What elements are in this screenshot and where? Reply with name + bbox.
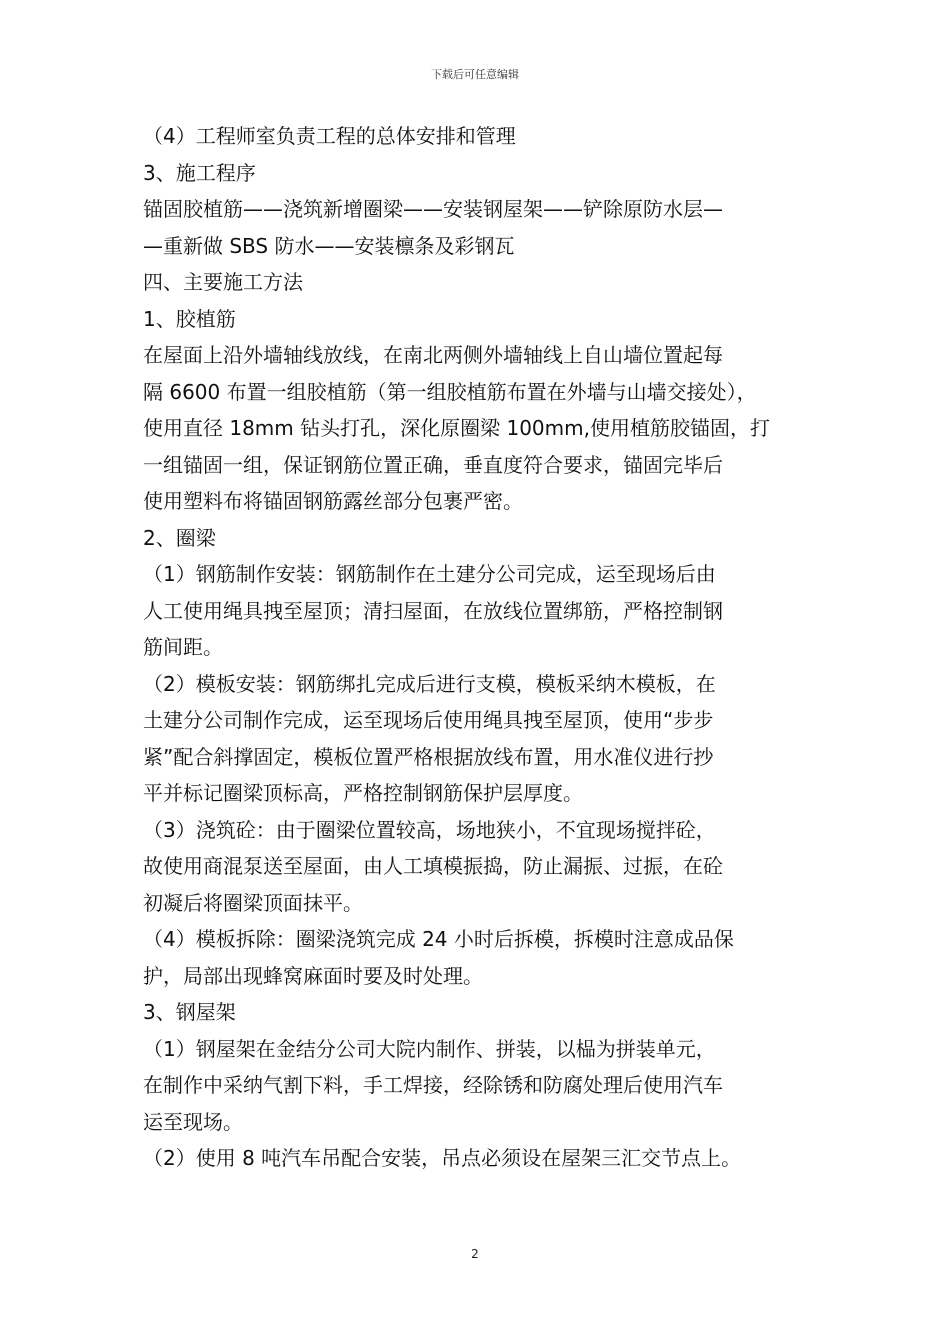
text-line: 初凝后将圈梁顶面抹平。 — [143, 890, 363, 915]
text-line: 隔 6600 布置一组胶植筋（第一组胶植筋布置在外墙与山墙交接处）， — [143, 379, 757, 404]
section-heading: 四、主要施工方法 — [143, 270, 303, 294]
text-line: 人工使用绳具拽至屋顶；清扫屋面，在放线位置绑筋，严格控制钢 — [143, 598, 723, 623]
text-line: 一组锚固一组，保证钢筋位置正确，垂直度符合要求，锚固完毕后 — [143, 452, 723, 477]
text-line: 平并标记圈梁顶标高，严格控制钢筋保护层厚度。 — [143, 781, 583, 805]
section-heading: 1、胶植筋 — [143, 306, 236, 331]
text-line: 使用直径 18mm 钻头打孔，深化原圈梁 100mm,使用植筋胶锚固，打 — [143, 416, 770, 440]
document-body — [143, 118, 823, 1177]
section-heading: 3、钢屋架 — [143, 1000, 236, 1024]
section-heading: 2、圈梁 — [143, 525, 216, 550]
text-line: （2）使用 8 吨汽车吊配合安装，吊点必须设在屋架三汇交节点上。 — [143, 1146, 742, 1170]
text-line: （4）模板拆除：圈梁浇筑完成 24 小时后拆模，拆模时注意成品保 — [143, 927, 734, 951]
text-line: （2）模板安装：钢筋绑扎完成后进行支模，模板采纳木模板，在 — [143, 671, 716, 696]
text-line: 土建分公司制作完成，运至现场后使用绳具拽至屋顶，使用“步步 — [143, 708, 714, 732]
text-line: （3）浇筑砼：由于圈梁位置较高，场地狭小，不宜现场搅拌砼， — [143, 817, 716, 842]
text-line: （1）钢筋制作安装：钢筋制作在土建分公司完成，运至现场后由 — [143, 562, 716, 586]
text-line: （1）钢屋架在金结分公司大院内制作、拼装，以榀为拼装单元， — [143, 1036, 716, 1061]
text-line: 使用塑料布将锚固钢筋露丝部分包裹严密。 — [143, 489, 523, 513]
text-line: （4）工程师室负责工程的总体安排和管理 — [143, 124, 516, 148]
text-line: 在屋面上沿外墙轴线放线，在南北两侧外墙轴线上自山墙位置起每 — [143, 343, 723, 367]
page-number: 2 — [471, 1247, 479, 1261]
text-line: 紧”配合斜撑固定，模板位置严格根据放线布置，用水准仪进行抄 — [143, 744, 714, 769]
page-header: 下载后可任意编辑 — [431, 68, 519, 81]
text-line: 故使用商混泵送至屋面，由人工填模振捣，防止漏振、过振，在砼 — [143, 854, 723, 878]
text-line: —重新做 SBS 防水——安装檩条及彩钢瓦 — [143, 233, 515, 258]
text-line: 运至现场。 — [143, 1109, 243, 1134]
text-line: 锚固胶植筋——浇筑新增圈梁——安装钢屋架——铲除原防水层— — [143, 197, 723, 221]
text-line: 护，局部出现蜂窝麻面时要及时处理。 — [143, 963, 483, 988]
text-line: 在制作中采纳气割下料，手工焊接，经除锈和防腐处理后使用汽车 — [143, 1073, 723, 1097]
section-heading: 3、施工程序 — [143, 160, 256, 185]
text-line: 筋间距。 — [143, 635, 223, 659]
